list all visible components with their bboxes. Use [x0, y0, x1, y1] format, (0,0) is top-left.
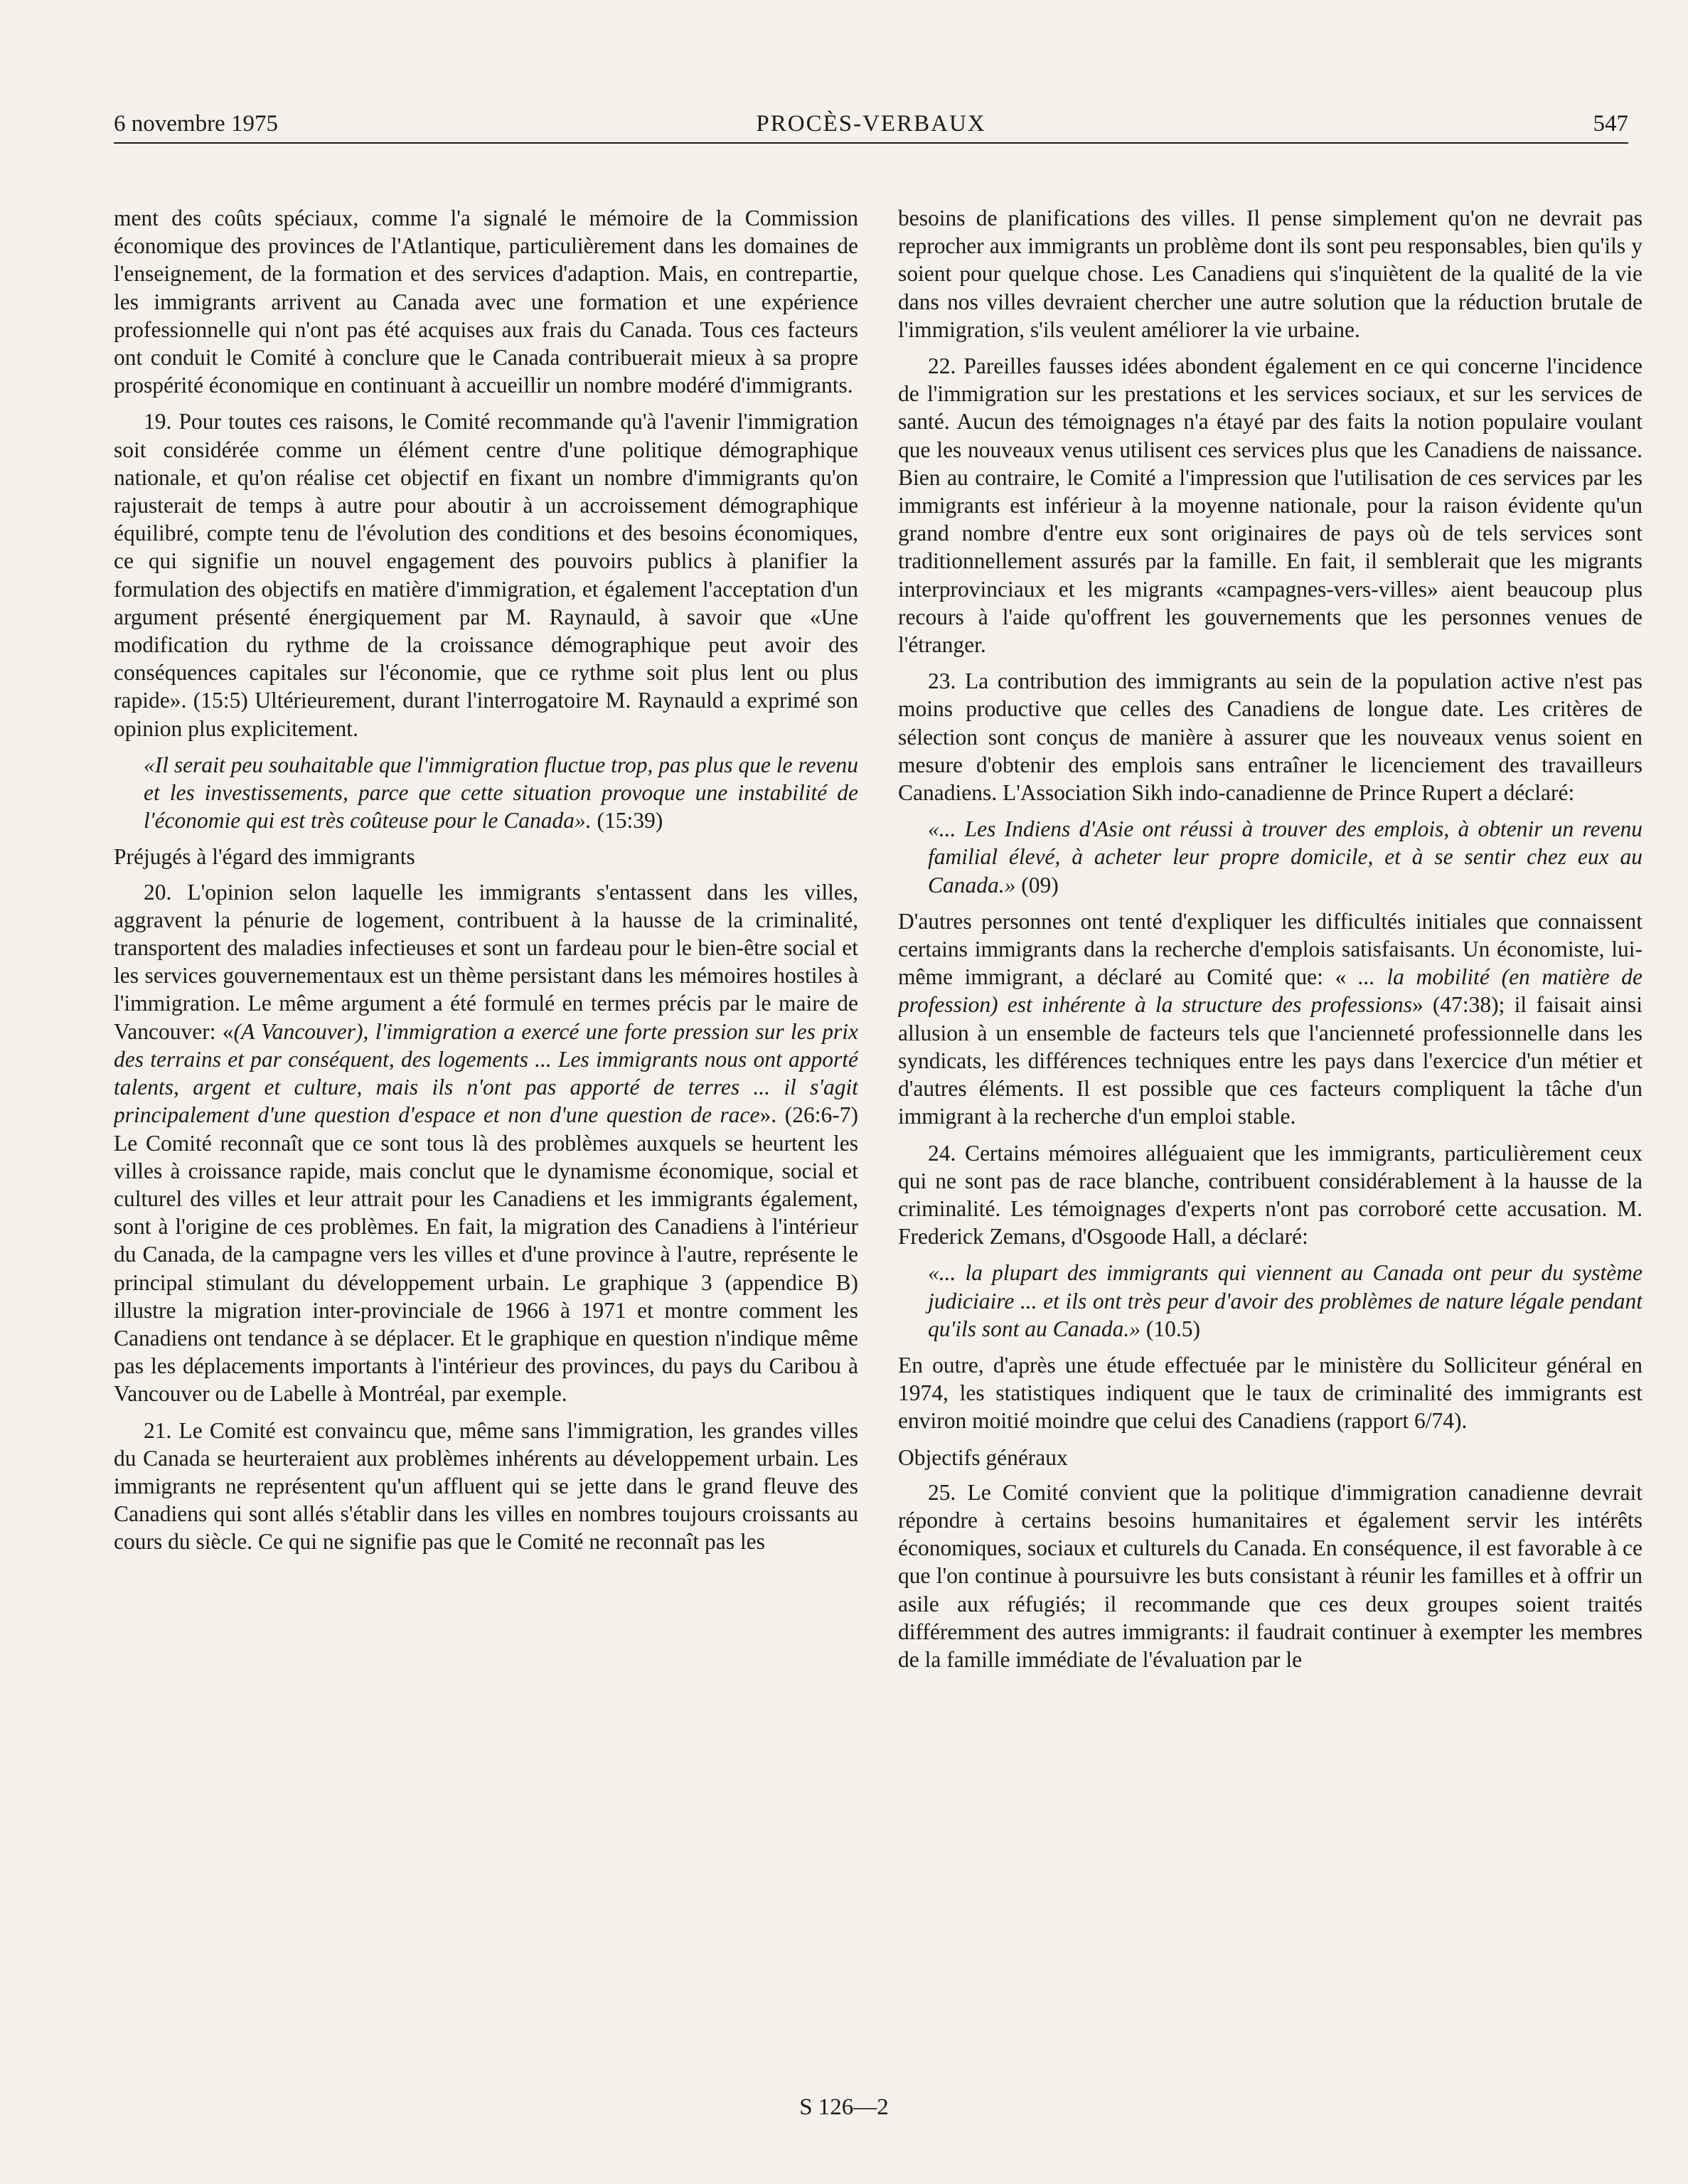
section-heading-objectifs: Objectifs généraux	[898, 1444, 1068, 1470]
paragraph-19: 19. Pour toutes ces raisons, le Comité recommande qu'à l'avenir l'immigration soit considérée comme un élément centre d'une politique démographique nationale, et qu'on réalise cet objectif en fixant un nombre d'immigrants qu'on rajusterait de temps à autre pour aboutir à un accroissement démographique équilibré, compte tenu de l'évolution des conditions et des besoins économiques, ce qui signifie un nouvel engagement des pouvoirs publics à planifier la formulation des objectifs en matière d'immigration, et également l'acceptation d'un argument présenté énergiquement par M. Raynauld, à savoir que «Une modification du rythme de la croissance démographique peut avoir des conséquences capitales sur l'économie, que ce rythme soit plus lent ou plus rapide». (15:5) Ultérieurement, durant l'interrogatoire M. Raynauld a exprimé son opinion plus explicitement.	[114, 409, 858, 741]
page-number: 547	[1593, 111, 1628, 137]
quote-sikh-ref: (09)	[1015, 872, 1059, 897]
page-footer: S 126—2	[799, 2094, 889, 2120]
paragraph-25: 25. Le Comité convient que la politique d'immigration canadienne devrait répondre à certains besoins humanitaires et également servir les intérêts économiques, sociaux et culturels du Canada. En conséquence, il est favorable à ce que l'on continue à poursuivre les buts consistant à réunir les familles et à offrir un asile aux réfugiés; il recommande que ces deux groupes soient traités différemment des autres immigrants: il faudrait continuer à exempter les membres de la famille immédiate de l'évaluation par le	[898, 1479, 1642, 1672]
paragraph-23: 23. La contribution des immigrants au sein de la population active n'est pas moins productive que celles des Canadiens de longue date. Les critères de sélection sont conçus de manière à assurer que les nouveaux venus soient en mesure d'obtenir des emplois sans entraîner le licenciement des travailleurs Canadiens. L'Association Sikh indo-canadienne de Prince Rupert a déclaré:	[898, 668, 1642, 806]
paragraph-22: 22. Pareilles fausses idées abondent également en ce qui concerne l'incidence de l'immigration sur les prestations et les services sociaux, et sur les services de santé. Aucun des témoignages n'a étayé par des faits la notion populaire voulant que les nouveaux venus utilisent ces services plus que les Canadiens de naissance. Bien au contraire, le Comité a l'impression que l'utilisation de ces services par les immigrants est inférieur à la moyenne nationale, pour la raison évidente qu'un grand nombre d'entre eux sont originaires de pays où de tels services sont traditionnellement assurés par la famille. En fait, il semblerait que les migrants interprovinciaux et les migrants «campagnes-vers-villes» aient beaucoup plus recours à l'aide qu'offrent les gouvernements que les personnes venues de l'étranger.	[898, 353, 1642, 658]
paragraph-21-continued: besoins de planifications des villes. Il pense simplement qu'on ne devrait pas reprocher aux immigrants un problème dont ils sont peu responsables, bien qu'ils y soient pour quelque chose. Les Canadiens qui s'inquiètent de la qualité de la vie dans nos villes devraient chercher une autre solution que la réduction brutale de l'immigration, s'ils veulent améliorer la vie urbaine.	[898, 206, 1642, 342]
paragraph-21: 21. Le Comité est convaincu que, même sans l'immigration, les grandes villes du Canada se heurteraient aux problèmes inhérents au développement urbain. Les immigrants ne représentent qu'un affluent qui se jette dans le grand fleuve des Canadiens qui sont allés s'établir dans les villes en nombres toujours croissants au cours du siècle. Ce qui ne signifie pas que le Comité ne reconnaît pas les	[114, 1417, 858, 1555]
section-heading-prejudices: Préjugés à l'égard des immigrants	[114, 844, 415, 870]
left-column	[114, 204, 858, 2039]
quote-raynauld	[144, 751, 858, 835]
quote-raynauld-text: «Il serait peu souhaitable que l'immigration fluctue trop, pas plus que le revenu et les investissements, parce que cette situation provoque une instabilité de l'économie qui est très coûteuse pour le Canada».	[144, 752, 858, 833]
paragraph-23-followup-a: D'autres personnes ont tenté d'expliquer les difficultés initiales que connaissent certains immigrants dans la recherche d'emplois satisfaisants. Un économiste, lui-même immigrant, a déclaré au Comité que: «	[898, 908, 1642, 990]
paragraph-23-followup	[898, 907, 1642, 1131]
quote-sikh-association	[928, 815, 1642, 899]
header-title: PROCÈS-VERBAUX	[756, 111, 986, 137]
right-column	[898, 204, 1642, 2039]
paragraph-18-continued: ment des coûts spéciaux, comme l'a signalé le mémoire de la Commission économique des provinces de l'Atlantique, particulièrement dans les domaines de l'enseignement, de la formation et des services d'adaption. Mais, en contrepartie, les immigrants arrivent au Canada avec une formation et une expérience professionnelle qui n'ont pas été acquises aux frais du Canada. Tous ces facteurs ont conduit le Comité à conclure que le Canada contribuerait mieux à sa propre prospérité économique en continuant à accueillir un nombre modéré d'immigrants.	[114, 206, 858, 398]
quote-zemans-text: «... la plupart des immigrants qui viennent au Canada ont peur du système judiciaire ... et ils ont très peur d'avoir des problèmes de nature légale pendant qu'ils sont au Canada.»	[928, 1260, 1642, 1341]
paragraph-23-followup-quote: ... la mobilité (en matière de profession) est inhérente à la structure des professions	[898, 964, 1642, 1018]
paragraph-20-part-a: 20. L'opinion selon laquelle les immigrants s'entassent dans les villes, aggravent la pénurie de logement, contribuent à la hausse de la criminalité, transportent des maladies infectieuses et sont un fardeau pour le bien-être social et les services gouvernementaux est un thème persistant dans les mémoires hostiles à l'immigration. Le même argument a été formulé en termes précis par le maire de Vancouver: «	[114, 879, 858, 1044]
paragraph-23-followup-b: » (47:38); il faisait ainsi allusion à un ensemble de facteurs tels que l'ancienneté professionnelle dans les syndicats, les différences techniques entre les pays dans l'exercice d'un métier et d'autres éléments. Il est possible que ces facteurs compliquent la tâche d'un immigrant à la recherche d'un emploi stable.	[898, 992, 1642, 1129]
paragraph-24-followup: En outre, d'après une étude effectuée par le ministère du Solliciteur général en 1974, les statistiques indiquent que le taux de criminalité des immigrants est environ moitié moindre que celui des Canadiens (rapport 6/74).	[898, 1352, 1642, 1434]
header-rule	[114, 142, 1628, 144]
quote-raynauld-ref: (15:39)	[591, 808, 663, 833]
paragraph-20-part-b: ». (26:6-7) Le Comité reconnaît que ce sont tous là des problèmes auxquels se heurtent les villes à croissance rapide, mais conclut que le dynamisme économique, social et culturel des villes et leur attrait pour les Canadiens et les immigrants également, sont à l'origine de ces problèmes. En fait, la migration des Canadiens à l'intérieur du Canada, de la campagne vers les villes et d'une province à l'autre, représente le principal stimulant du développement urbain. Le graphique 3 (appendice B) illustre la migration inter-provinciale de 1966 à 1971 et montre comment les Canadiens ont tendance à se déplacer. Et le graphique en question n'indique même pas les déplacements importants à l'intérieur des provinces, du pays du Caribou à Vancouver ou de Labelle à Montréal, par exemple.	[114, 1102, 858, 1407]
quote-sikh-text: «... Les Indiens d'Asie ont réussi à trouver des emplois, à obtenir un revenu familial élevé, à acheter leur propre domicile, et à se sentir chez eux au Canada.»	[928, 816, 1642, 897]
quote-zemans	[928, 1259, 1642, 1343]
quote-zemans-ref: (10.5)	[1141, 1316, 1201, 1341]
paragraph-24: 24. Certains mémoires alléguaient que les immigrants, particulièrement ceux qui ne sont pas de race blanche, contribuent considérablement à la hausse de la criminalité. Les témoignages d'experts n'ont pas corroboré cette accusation. M. Frederick Zemans, d'Osgoode Hall, a déclaré:	[898, 1140, 1642, 1250]
paragraph-20-quote: (A Vancouver), l'immigration a exercé une forte pression sur les prix des terrains et par conséquent, des logements ... Les immigrants nous ont apporté talents, argent et culture, mais ils n'ont pas apporté de terres ... il s'agit principalement d'une question d'espace et non d'une question de race	[114, 1018, 858, 1128]
paragraph-20	[114, 878, 858, 1408]
header-date: 6 novembre 1975	[114, 111, 278, 137]
page-header	[114, 105, 1628, 142]
